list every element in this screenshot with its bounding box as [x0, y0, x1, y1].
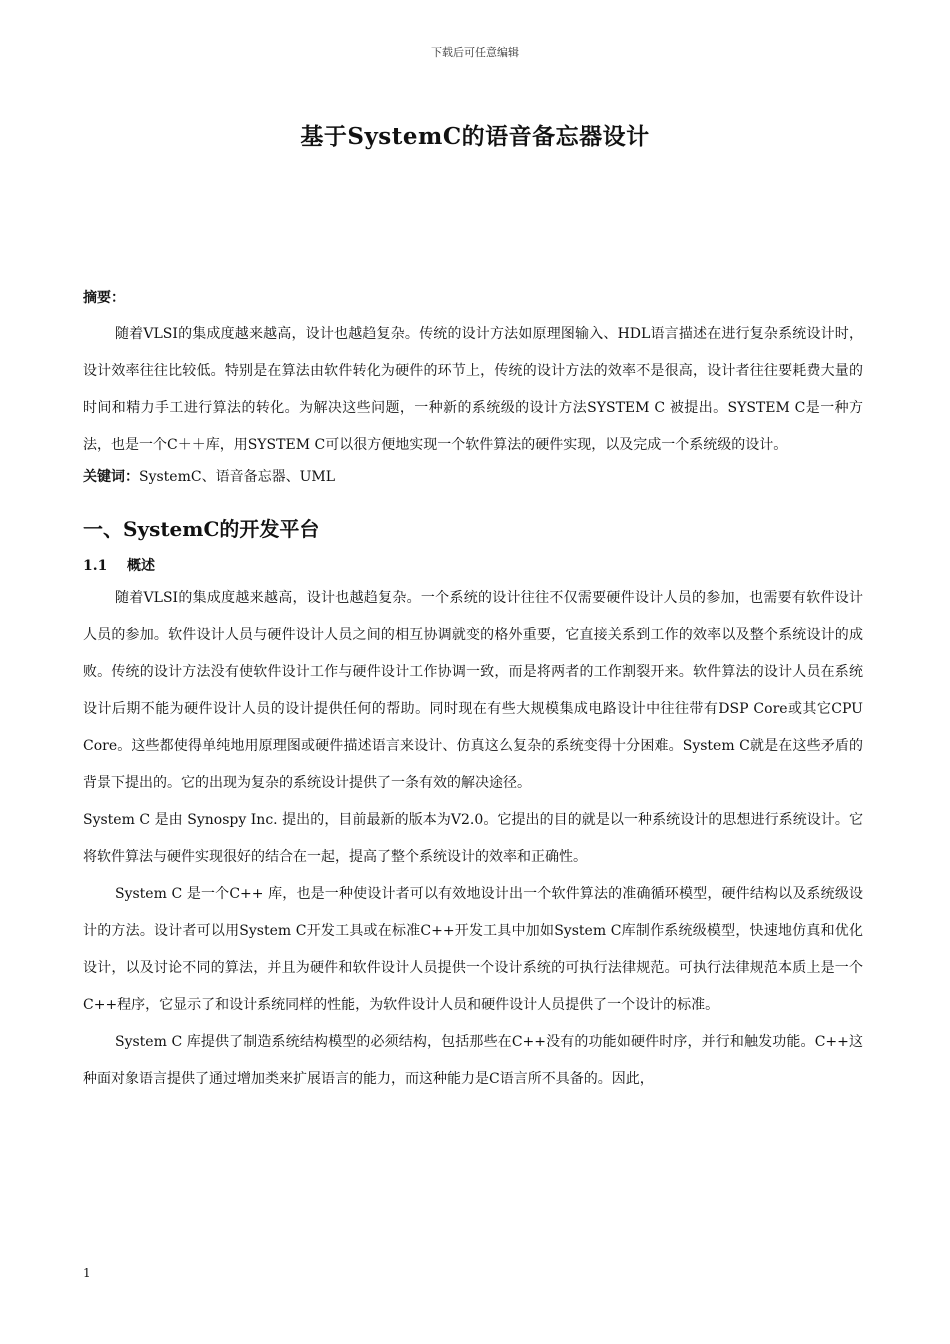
- page-number: 1: [83, 1266, 91, 1280]
- body-paragraph: System C 库提供了制造系统结构模型的必须结构，包括那些在C++没有的功能如硬件时序，并行和触发功能。C++这种面对象语言提供了通过增加类来扩展语言的能力，而这种能力是C语言所不具备的。因此，: [83, 1034, 863, 1087]
- keywords-text: SystemC、语音备忘器、UML: [139, 469, 336, 485]
- section-heading: 一、SystemC的开发平台: [83, 517, 320, 541]
- document-title: 基于SystemC的语音备忘器设计: [300, 123, 650, 150]
- body-paragraph: 随着VLSI的集成度越来越高，设计也越趋复杂。一个系统的设计往往不仅需要硬件设计人员的参加，也需要有软件设计人员的参加。软件设计人员与硬件设计人员之间的相互协调就变的格外重要，它直接关系到工作的效率以及整个系统设计的成败。传统的设计方法没有使软件设计工作与硬件设计工作协调一致，而是将两者的工作割裂开来。软件算法的设计人员在系统设计后期不能为硬件设计人员的设计提供任何的帮助。同时现在有些大规模集成电路设计中往往带有DSP Core或其它CPU Core。这些都使得单纯地用原理图或硬件描述语言来设计、仿真这么复杂的系统变得十分困难。System C就是在这些矛盾的背景下提出的。它的出现为复杂的系统设计提供了一条有效的解决途径。: [83, 590, 863, 791]
- abstract-label: 摘要：: [83, 290, 125, 306]
- document-body: [83, 286, 863, 1098]
- subsection-number: 1.1: [83, 558, 108, 574]
- body-paragraph: System C 是一个C++ 库，也是一种使设计者可以有效地设计出一个软件算法的准确循环模型，硬件结构以及系统级设计的方法。设计者可以用System C开发工具或在标准C++开发工具中加如System C库制作系统级模型，快速地仿真和优化设计，以及讨论不同的算法，并且为硬件和软件设计人员提供一个设计系统的可执行法律规范。可执行法律规范本质上是一个C++程序，它显示了和设计系统同样的性能，为软件设计人员和硬件设计人员提供了一个设计的标准。: [83, 886, 863, 1013]
- keywords-label: 关键词：: [83, 469, 139, 485]
- subsection-heading: [83, 552, 863, 580]
- body-paragraph: System C 是由 Synospy Inc. 提出的，目前最新的版本为V2.0。它提出的目的就是以一种系统设计的思想进行系统设计。它将软件算法与硬件实现很好的结合在一起，提高了整个系统设计的效率和正确性。: [83, 812, 863, 865]
- page-header: 下载后可任意编辑: [431, 46, 519, 59]
- abstract-text: 随着VLSI的集成度越来越高，设计也越趋复杂。传统的设计方法如原理图输入、HDL语言描述在进行复杂系统设计时，设计效率往往比较低。特别是在算法由软件转化为硬件的环节上，传统的设计方法的效率不是很高，设计者往往要耗费大量的时间和精力手工进行算法的转化。为解决这些问题，一种新的系统级的设计方法SYSTEM C 被提出。SYSTEM C是一种方法，也是一个C＋＋库，用SYSTEM C可以很方便地实现一个软件算法的硬件实现，以及完成一个系统级的设计。: [83, 326, 863, 453]
- keywords: [83, 464, 863, 490]
- subsection-title: 概述: [127, 558, 155, 574]
